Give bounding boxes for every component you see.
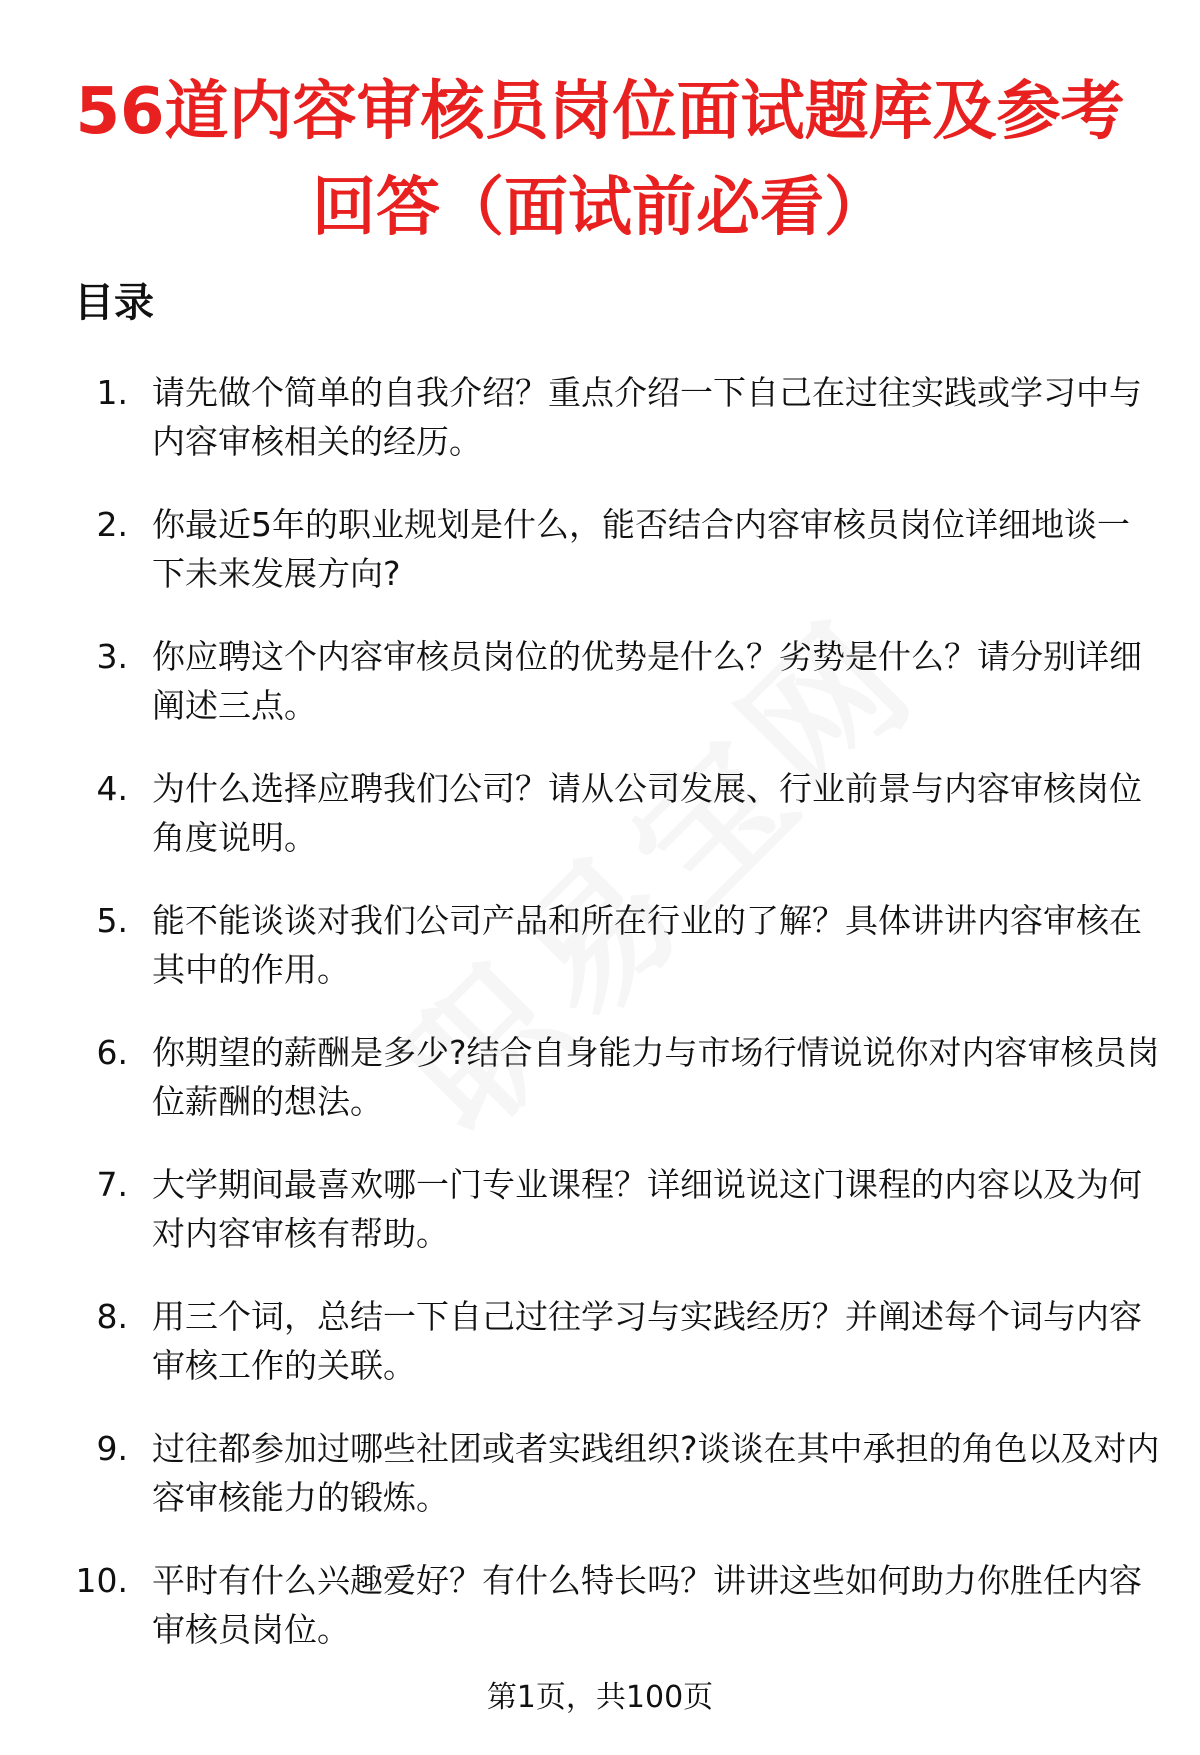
toc-item-number: 10. bbox=[75, 1561, 128, 1600]
toc-item-3 bbox=[52, 632, 1162, 764]
toc-item-9 bbox=[52, 1424, 1162, 1556]
toc-item-number: 6. bbox=[96, 1033, 128, 1072]
toc-item-text: 请先做个简单的自我介绍？重点介绍一下自己在过往实践或学习中与内容审核相关的经历。 bbox=[152, 373, 1142, 461]
toc-item-text: 你最近5年的职业规划是什么，能否结合内容审核员岗位详细地谈一下未来发展方向? bbox=[152, 505, 1130, 593]
toc-item-number: 7. bbox=[96, 1165, 128, 1204]
toc-item-number: 1. bbox=[96, 373, 128, 412]
toc-item-text: 能不能谈谈对我们公司产品和所在行业的了解？具体讲讲内容审核在其中的作用。 bbox=[152, 901, 1142, 989]
toc-item-number: 8. bbox=[96, 1297, 128, 1336]
toc-item-text: 大学期间最喜欢哪一门专业课程？详细说说这门课程的内容以及为何对内容审核有帮助。 bbox=[152, 1165, 1142, 1253]
toc-item-text: 你应聘这个内容审核员岗位的优势是什么？劣势是什么？请分别详细阐述三点。 bbox=[152, 637, 1142, 725]
toc-item-2 bbox=[52, 500, 1162, 632]
toc-item-number: 3. bbox=[96, 637, 128, 676]
toc-item-number: 9. bbox=[96, 1429, 128, 1468]
toc-item-text: 过往都参加过哪些社团或者实践组织?谈谈在其中承担的角色以及对内容审核能力的锻炼。 bbox=[152, 1429, 1160, 1517]
toc-item-text: 为什么选择应聘我们公司？请从公司发展、行业前景与内容审核岗位角度说明。 bbox=[152, 769, 1142, 857]
toc-item-5 bbox=[52, 896, 1162, 1028]
toc-item-8 bbox=[52, 1292, 1162, 1424]
toc-item-text: 平时有什么兴趣爱好？有什么特长吗？讲讲这些如何助力你胜任内容审核员岗位。 bbox=[152, 1561, 1142, 1649]
toc-item-6 bbox=[52, 1028, 1162, 1160]
page-footer: 第1页，共100页 bbox=[486, 1680, 714, 1715]
toc-item-7 bbox=[52, 1160, 1162, 1292]
toc-item-number: 4. bbox=[96, 769, 128, 808]
toc-heading: 目录 bbox=[74, 280, 154, 326]
toc-item-number: 5. bbox=[96, 901, 128, 940]
toc-item-text: 用三个词，总结一下自己过往学习与实践经历？并阐述每个词与内容审核工作的关联。 bbox=[152, 1297, 1142, 1385]
toc-item-4 bbox=[52, 764, 1162, 896]
toc-item-number: 2. bbox=[96, 505, 128, 544]
document-title: 56道内容审核员岗位面试题库及参考回答（面试前必看） bbox=[75, 75, 1125, 245]
toc-item-1 bbox=[52, 368, 1162, 500]
toc-item-10 bbox=[52, 1556, 1162, 1688]
toc-item-text: 你期望的薪酬是多少?结合自身能力与市场行情说说你对内容审核员岗位薪酬的想法。 bbox=[152, 1033, 1160, 1121]
toc-list bbox=[52, 368, 1162, 1688]
